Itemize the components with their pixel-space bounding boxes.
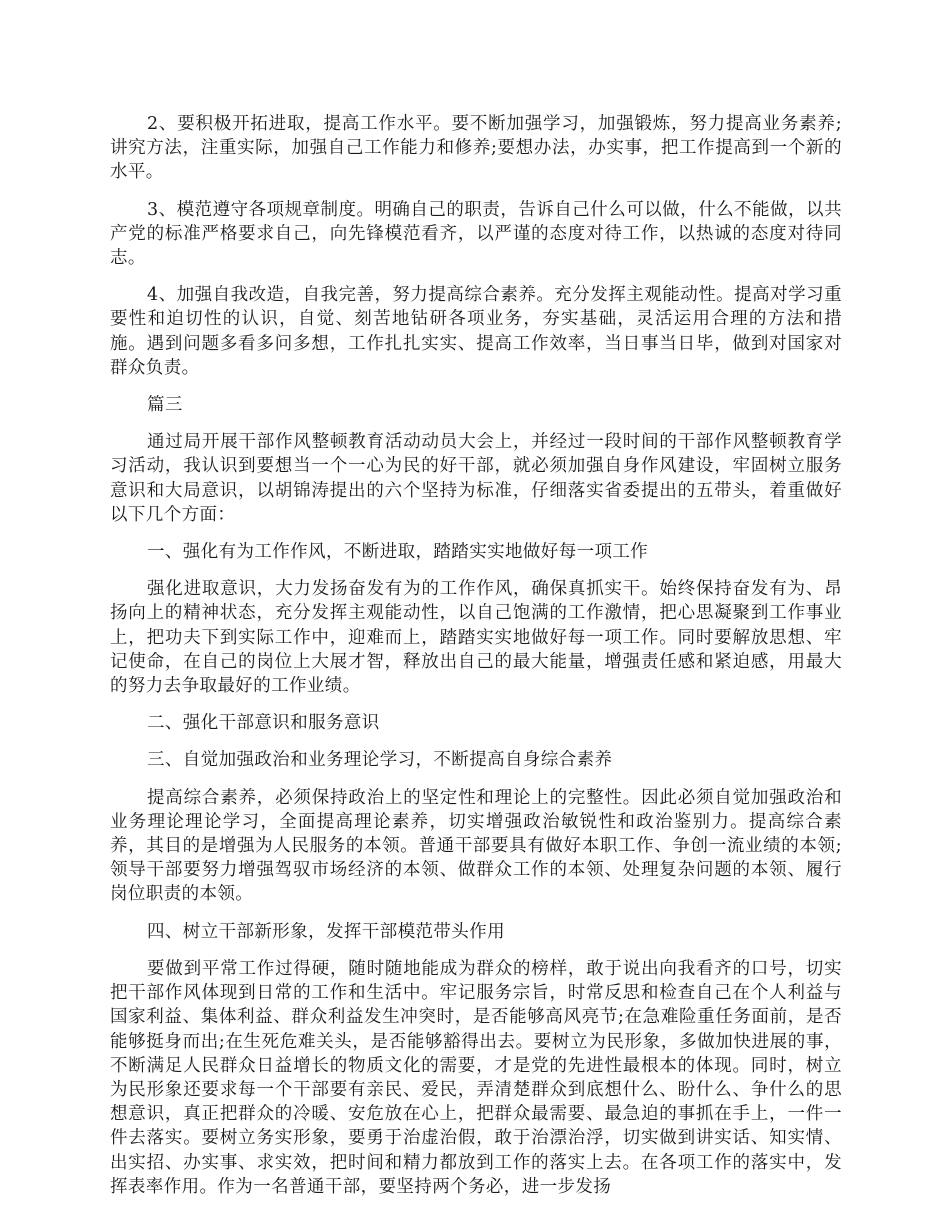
paragraph-item-2: 2、要积极开拓进取，提高工作水平。要不断加强学习，加强锻炼，努力提高业务素养;讲究方法，注重实际，加强自己工作能力和修养;要想办法，办实事，把工作提高到一个新的水平。 [110,114,842,183]
subheading-three: 三、自觉加强政治和业务理论学习，不断提高自身综合素养 [147,750,613,771]
paragraph-section-one: 强化进取意识，大力发扬奋发有为的工作作风，确保真抓实干。始终保持奋发有为、昂扬向上的精神状态，充分发挥主观能动性，以自己饱满的工作激情，把心思凝聚到工作事业上，把功夫下到实际工作中，迎难而上，踏踏实实地做好每一项工作。同时要解放思想、牢记使命，在自己的岗位上大展才智，释放出自己的最大能量，增强责任感和紧迫感，用最大的努力去争取最好的工作业绩。 [110,579,842,697]
paragraph-item-3: 3、模范遵守各项规章制度。明确自己的职责，告诉自己什么可以做，什么不能做，以共产党的标准严格要求自己，向先锋模范看齐，以严谨的态度对待工作，以热诚的态度对待同志。 [110,199,842,269]
subheading-two: 二、强化干部意识和服务意识 [147,713,380,734]
paragraph-intro: 通过局开展干部作风整顿教育活动动员大会上，并经过一段时间的干部作风整顿教育学习活动，我认识到要想当一个一心为民的好干部，就必须加强自身作风建设，牢固树立服务意识和大局意识，以胡锦涛提出的六个坚持为标准，仔细落实省委提出的五带头，着重做好以下几个方面： [110,432,842,525]
subheading-four: 四、树立干部新形象，发挥干部模范带头作用 [147,921,505,942]
paragraph-item-4: 4、加强自我改造，自我完善，努力提高综合素养。充分发挥主观能动性。提高对学习重要性和迫切性的认识，自觉、刻苦地钻研各项业务，夯实基础，灵活运用合理的方法和措施。遇到问题多看多问多想，工作扎扎实实、提高工作效率，当日事当日毕，做到对国家对群众负责。 [110,285,842,378]
section-heading-part-three: 篇三 [147,395,183,416]
paragraph-section-three: 提高综合素养，必须保持政治上的坚定性和理论上的完整性。因此必须自觉加强政治和业务理论理论学习，全面提高理论素养，切实增强政治敏锐性和政治鉴别力。提高综合素养，其目的是增强为人民服务的本领。普通干部要具有做好本职工作、争创一流业绩的本领;领导干部要努力增强驾驭市场经济的本领、做群众工作的本领、处理复杂问题的本领、履行岗位职责的本领。 [110,787,842,905]
document-page [110,112,842,1199]
paragraph-section-four: 要做到平常工作过得硬，随时随地能成为群众的榜样，敢于说出向我看齐的口号，切实把干部作风体现到日常的工作和生活中。牢记服务宗旨，时常反思和检查自己在个人利益与国家利益、集体利益、群众利益发生冲突时，是否能够高风亮节;在急难险重任务面前，是否能够挺身而出;在生死危难关头，是否能够豁得出去。要树立为民形象，多做加快进展的事，不断满足人民群众日益增长的物质文化的需要，才是党的先进性最根本的体现。同时，树立为民形象还要求每一个干部要有亲民、爱民，弄清楚群众到底想什么、盼什么、争什么的思想意识，真正把群众的冷暖、安危放在心上，把群众最需要、最急迫的事抓在手上，一件一件去落实。要树立务实形象，要勇于治虚治假，敢于治漂治浮，切实做到讲实话、知实情、出实招、办实事、求实效，把时间和精力都放到工作的落实上去。在各项工作的落实中，发挥表率作用。作为一名普通干部，要坚持两个务必，进一步发扬 [110,958,842,1197]
subheading-one: 一、强化有为工作作风，不断进取，踏踏实实地做好每一项工作 [147,542,649,563]
